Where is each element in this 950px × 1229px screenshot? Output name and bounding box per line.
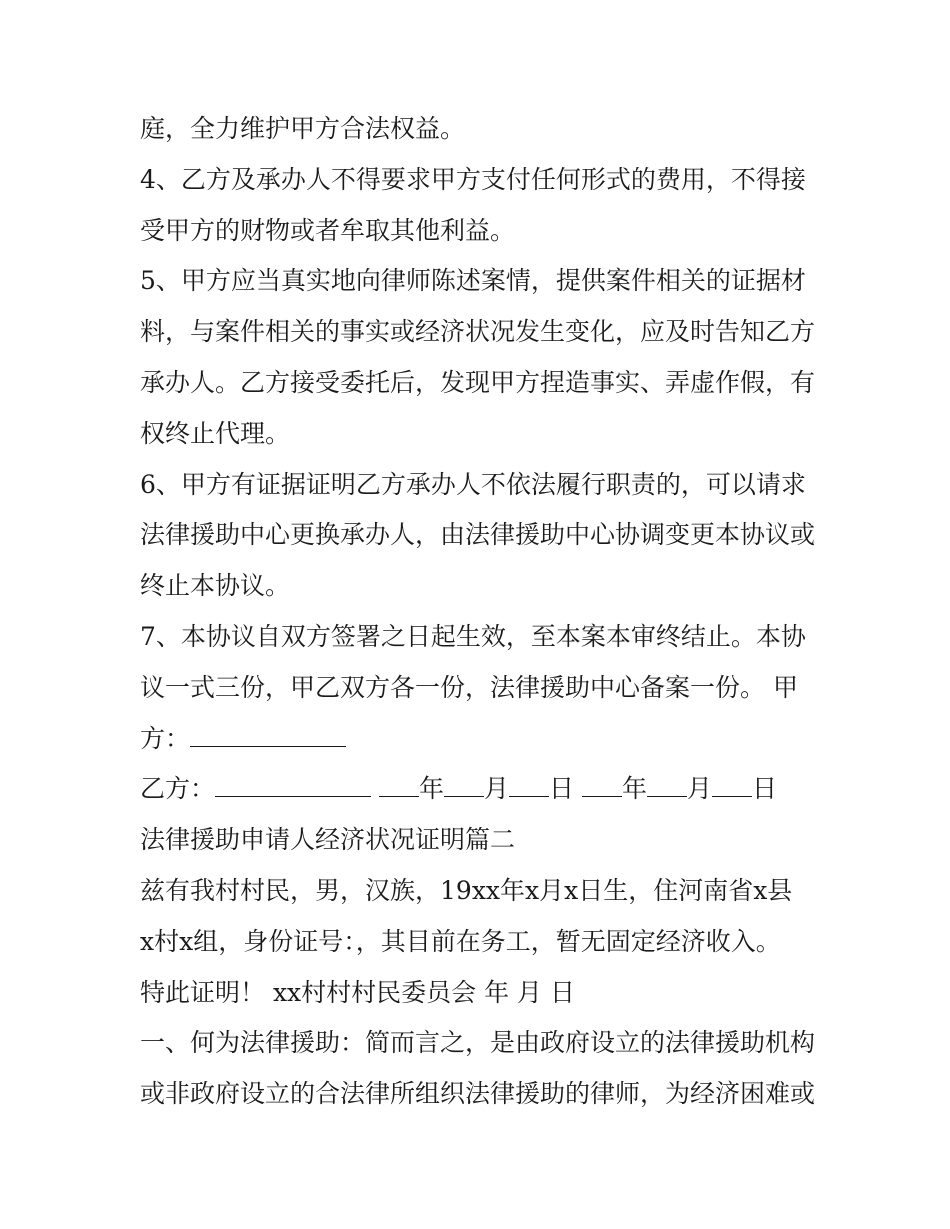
year-label: 年 — [621, 774, 647, 804]
document-body — [140, 104, 820, 1120]
text-line: 庭，全力维护甲方合法权益。 — [140, 114, 466, 143]
text-line: 法律援助中心更换承办人，由法律援助中心协调变更本协议或 — [140, 520, 816, 550]
month-label: 月 — [686, 774, 712, 804]
month-blank — [444, 776, 484, 797]
day-blank — [509, 776, 549, 797]
text-line: 或非政府设立的合法律所组织法律援助的律师，为经济困难或 — [140, 1079, 816, 1109]
year-blank — [379, 776, 419, 797]
party-a-signature-line — [140, 714, 820, 765]
party-b-signature-line — [140, 764, 820, 815]
text-line: 5、甲方应当真实地向律师陈述案情，提供案件相关的证据材 — [140, 266, 806, 296]
month-label: 月 — [483, 774, 509, 804]
day-label: 日 — [549, 774, 575, 804]
day-label: 日 — [752, 774, 778, 804]
text-line: 终止本协议。 — [140, 571, 291, 601]
party-a-label: 方： — [140, 723, 191, 753]
party-b-label: 乙方： — [140, 774, 216, 804]
text-line: 兹有我村村民，男，汉族，19xx年x月x日生，住河南省x县 — [140, 875, 793, 905]
party-a-signature-blank — [190, 726, 346, 747]
party-b-signature-blank — [215, 776, 371, 797]
text-line: 6、甲方有证据证明乙方承办人不依法履行职责的，可以请求 — [140, 469, 806, 499]
text-line: 权终止代理。 — [140, 418, 291, 448]
text-line: 料，与案件相关的事实或经济状况发生变化，应及时告知乙方 — [140, 317, 816, 347]
text-line: 一、何为法律援助：简而言之，是由政府设立的法律援助机构 — [140, 1028, 816, 1058]
year-label: 年 — [418, 774, 444, 804]
text-line: 4、乙方及承办人不得要求甲方支付任何形式的费用，不得接 — [140, 164, 806, 194]
text-line: x村x组，身份证号：，其目前在务工，暂无固定经济收入。 — [140, 926, 781, 956]
day-blank — [712, 776, 752, 797]
text-line: 受甲方的财物或者牟取其他利益。 — [140, 215, 516, 245]
text-line: 议一式三份，甲乙双方各一份，法律援助中心备案一份。 甲 — [140, 672, 798, 702]
section-heading: 法律援助申请人经济状况证明篇二 — [140, 825, 516, 855]
text-line: 特此证明！ xx村村村民委员会 年 月 日 — [140, 977, 575, 1007]
month-blank — [647, 776, 687, 797]
text-line: 承办人。乙方接受委托后，发现甲方捏造事实、弄虚作假，有 — [140, 367, 816, 397]
text-line: 7、本协议自双方签署之日起生效，至本案本审终结止。本协 — [140, 621, 806, 651]
year-blank — [582, 776, 622, 797]
